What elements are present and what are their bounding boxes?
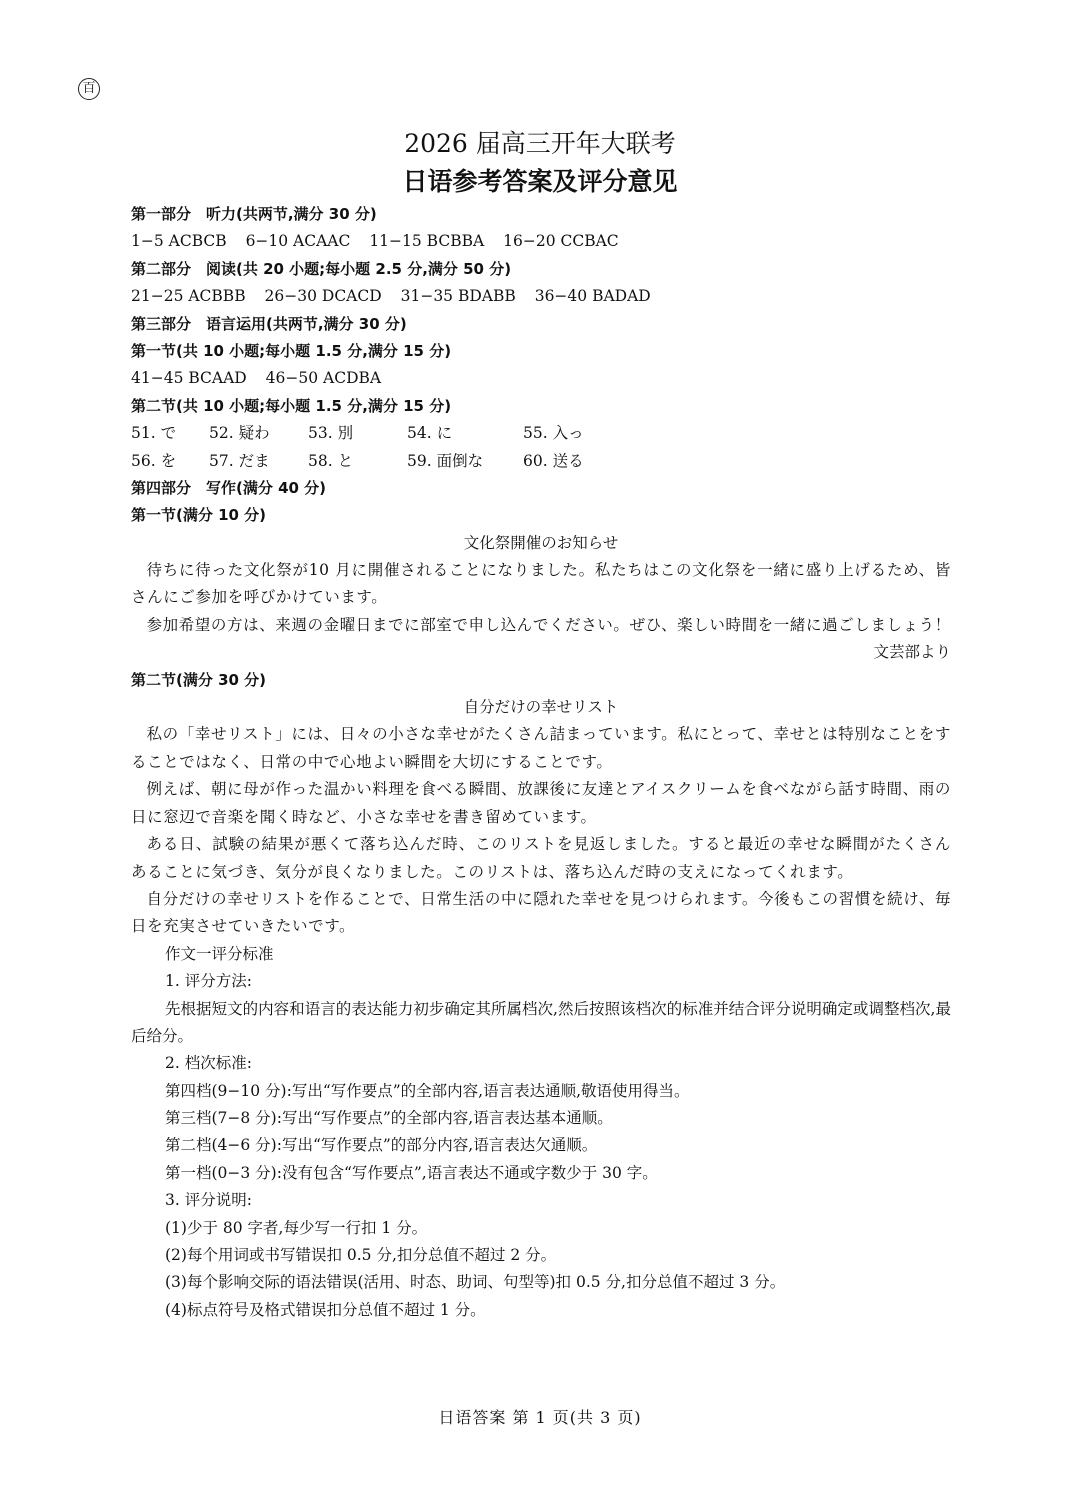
part2-heading: 第二部分 阅读(共 20 小题;每小题 2.5 分,满分 50 分) (131, 259, 512, 278)
part3-heading: 第三部分 语言运用(共两节,满分 30 分) (131, 314, 407, 333)
essay1-paragraph: 待ちに待った文化祭が10 月に開催されることになりました。私たちはこの文化祭を一緒に盛り上げるため、皆さんにご参加を呼びかけています。 (131, 561, 951, 607)
answer-group: 11−15 BCBBA (369, 232, 485, 251)
answer-group: 1−5 ACBCB (131, 232, 227, 251)
criteria-method-label: 1. 评分方法: (165, 972, 252, 991)
criteria-levels-label: 2. 档次标准: (165, 1054, 252, 1073)
criteria-level: 第一档(0−3 分):没有包含“写作要点”,语言表达不通或字数少于 30 字。 (165, 1163, 658, 1182)
document-title: 日语参考答案及评分意见 (402, 167, 678, 196)
answer-group: 21−25 ACBBB (131, 287, 246, 306)
answer-group: 16−20 CCBAC (503, 232, 619, 251)
fill-in-answer: 52. 疑わ (209, 424, 270, 443)
fill-in-answer: 55. 入っ (523, 424, 584, 443)
answer-group: 36−40 BADAD (534, 287, 651, 306)
part3-section2-heading: 第二节(共 10 小题;每小题 1.5 分,满分 15 分) (131, 396, 452, 415)
criteria-note: (2)每个用词或书写错误扣 0.5 分,扣分总值不超过 2 分。 (165, 1246, 557, 1265)
criteria-level: 第二档(4−6 分):写出“写作要点”的部分内容,语言表达欠通顺。 (165, 1136, 598, 1155)
answer-group: 6−10 ACAAC (245, 232, 351, 251)
criteria-level: 第三档(7−8 分):写出“写作要点”的全部内容,语言表达基本通顺。 (165, 1109, 613, 1128)
essay1-paragraph: 参加希望の方は、来週の金曜日までに部室で申し込んでください。ぜひ、楽しい時間を一緒に過ごしましょう！ (146, 615, 951, 634)
criteria-note: (4)标点符号及格式错误扣分总值不超过 1 分。 (165, 1300, 486, 1319)
fill-in-answer: 58. と (308, 451, 354, 470)
essay2-paragraph: 自分だけの幸せリストを作ることで、日常生活の中に隠れた幸せを見つけられます。今後もこの習慣を続け、毎日を充実させていきたいです。 (131, 889, 951, 936)
essay2-paragraph: 私の「幸せリスト」には、日々の小さな幸せがたくさん詰まっています。私にとって、幸せとは特別なことをすることではなく、日常の中で心地よい瞬間を大切にすることです。 (131, 725, 951, 771)
essay2-paragraph: ある日、試験の結果が悪くて落ち込んだ時、このリストを見返しました。すると最近の幸せな瞬間がたくさんあることに気づき、気分が良くなりました。このリストは、落ち込んだ時の支えになってくれます。 (131, 835, 951, 881)
fill-in-answer: 53. 別 (308, 424, 354, 443)
fill-in-answer: 59. 面倒な (407, 451, 484, 470)
criteria-notes-label: 3. 评分说明: (165, 1191, 252, 1210)
part4-section2-heading: 第二节(满分 30 分) (131, 670, 267, 689)
fill-in-answer: 56. を (131, 451, 177, 470)
part3-section1-answers (131, 365, 951, 392)
part4-section1-heading: 第一节(满分 10 分) (131, 506, 267, 525)
essay1-signature: 文芸部より (873, 643, 951, 662)
criteria-method-text: 先根据短文的内容和语言的表达能力初步确定其所属档次,然后按照该档次的标准并结合评分说明确定或调整档次,最后给分。 (131, 999, 951, 1045)
essay2-paragraph: 例えば、朝に母が作った温かい料理を食べる瞬間、放課後に友達とアイスクリームを食べながら話す時間、雨の日に窓辺で音楽を聞く時など、小さな幸せを書き留めています。 (131, 780, 951, 826)
fill-in-answers-row-1 (131, 420, 951, 447)
part1-answers (131, 228, 951, 255)
criteria-title: 作文一评分标准 (165, 944, 274, 963)
part3-section1-heading: 第一节(共 10 小题;每小题 1.5 分,满分 15 分) (131, 341, 452, 360)
fill-in-answer: 60. 送る (523, 451, 584, 470)
exam-title: 2026 届高三开年大联考 (404, 129, 676, 158)
corner-seal-mark: 百 (78, 78, 100, 100)
fill-in-answer: 54. に (407, 424, 453, 443)
essay1-title: 文化祭開催のお知らせ (463, 533, 619, 552)
answer-group: 31−35 BDABB (400, 287, 516, 306)
essay2-title: 自分だけの幸せリスト (463, 698, 619, 717)
part2-answers (131, 283, 951, 310)
fill-in-answer: 57. だま (209, 451, 270, 470)
criteria-level: 第四档(9−10 分):写出“写作要点”的全部内容,语言表达通顺,敬语使用得当。 (165, 1081, 690, 1100)
page-footer: 日语答案 第 1 页(共 3 页) (438, 1408, 642, 1427)
answer-group: 46−50 ACDBA (265, 369, 382, 388)
criteria-note: (1)少于 80 字者,每少写一行扣 1 分。 (165, 1218, 428, 1237)
part1-heading: 第一部分 听力(共两节,满分 30 分) (131, 205, 377, 223)
fill-in-answer: 51. で (131, 424, 177, 443)
answer-group: 26−30 DCACD (264, 287, 382, 306)
main-content (131, 201, 951, 1324)
part4-heading: 第四部分 写作(满分 40 分) (131, 478, 327, 497)
answer-group: 41−45 BCAAD (131, 369, 247, 388)
criteria-note: (3)每个影响交际的语法错误(活用、时态、助词、句型等)扣 0.5 分,扣分总值不超过 3 分。 (165, 1273, 786, 1292)
fill-in-answers-row-2 (131, 448, 951, 475)
